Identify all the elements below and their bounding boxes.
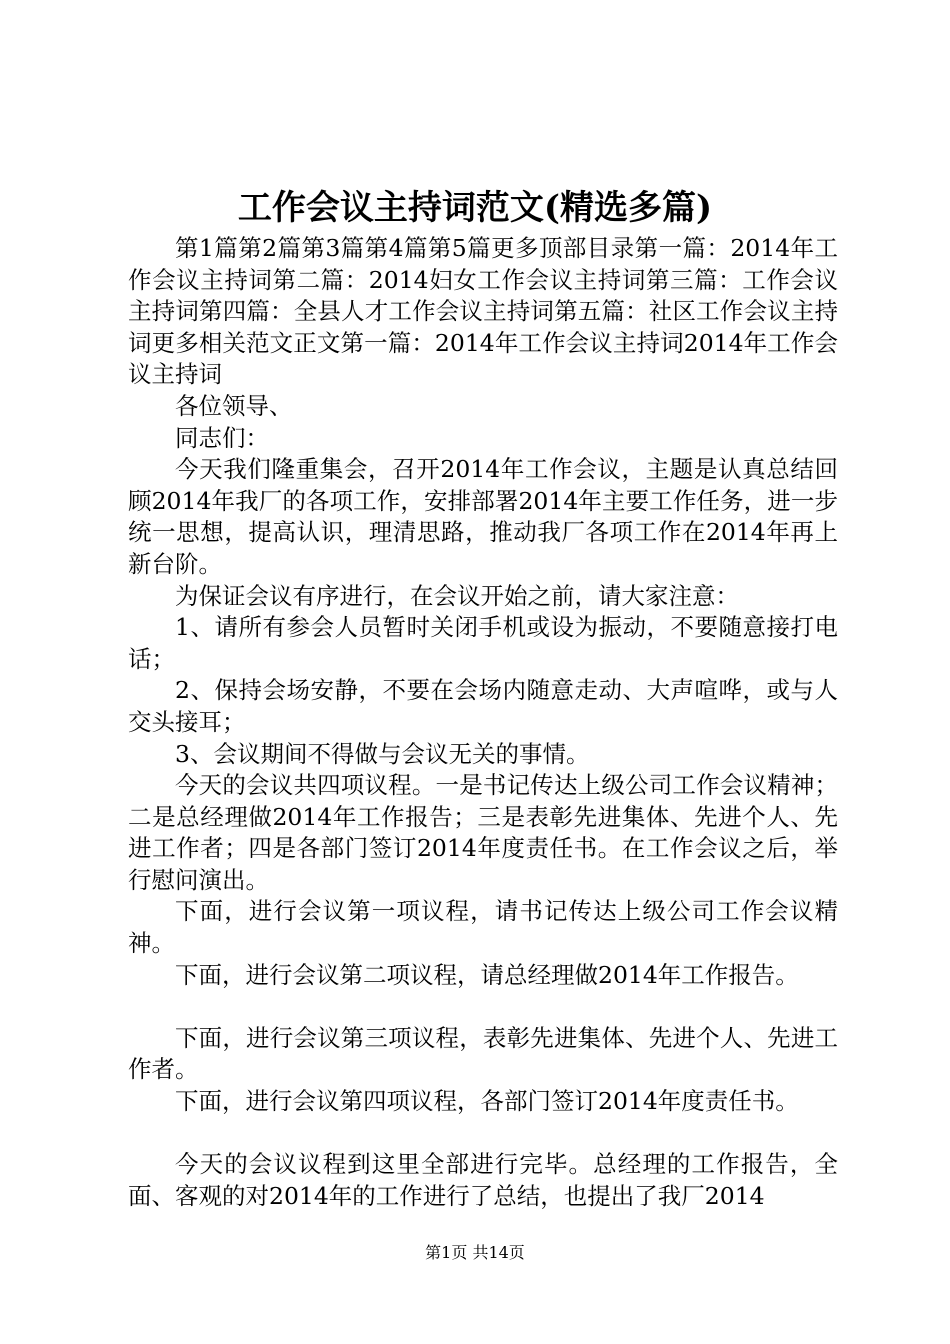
paragraph-item-3: 下面，进行会议第三项议程，表彰先进集体、先进个人、先进工作者。 (128, 1023, 838, 1084)
page-footer: 第1页 共14页 (425, 1243, 525, 1262)
paragraph-toc: 第1篇第2篇第3篇第4篇第5篇更多顶部目录第一篇：2014年工作会议主持词第二篇：2014妇女工作会议主持词第三篇：工作会议主持词第四篇：全县人才工作会议主持词第五篇：社区工作会议主持词更多相关范文正文第一篇：2014年工作会议主持词2014年工作会议主持词 (128, 234, 838, 389)
paragraph-item-1: 下面，进行会议第一项议程，请书记传达上级公司工作会议精神。 (128, 897, 838, 958)
paragraph-notice-intro: 为保证会议有序进行，在会议开始之前，请大家注意： (175, 581, 739, 610)
document-body (128, 233, 838, 1212)
paragraph-salutation-comrades: 同志们： (175, 423, 269, 452)
paragraph-opening: 今天我们隆重集会，召开2014年工作会议，主题是认真总结回顾2014年我厂的各项工作，安排部署2014年主要工作任务，进一步统一思想，提高认识，理清思路，推动我厂各项工作在2014年再上新台阶。 (128, 455, 838, 578)
paragraph-item-4: 下面，进行会议第四项议程，各部门签订2014年度责任书。 (175, 1087, 799, 1116)
paragraph-item-2: 下面，进行会议第二项议程，请总经理做2014年工作报告。 (175, 960, 799, 989)
paragraph-agenda: 今天的会议共四项议程。一是书记传达上级公司工作会议精神；二是总经理做2014年工作报告；三是表彰先进集体、先进个人、先进工作者；四是各部门签订2014年度责任书。在工作会议之后，举行慰问演出。 (128, 771, 838, 894)
paragraph-notice-3: 3、会议期间不得做与会议无关的事情。 (175, 739, 590, 768)
paragraph-notice-1: 1、请所有参会人员暂时关闭手机或设为振动，不要随意接打电话； (128, 613, 838, 673)
paragraph-notice-2: 2、保持会场安静，不要在会场内随意走动、大声喧哗，或与人交头接耳； (128, 676, 838, 736)
document-title: 工作会议主持词范文(精选多篇) (237, 188, 713, 228)
paragraph-closing: 今天的会议议程到这里全部进行完毕。总经理的工作报告，全面、客观的对2014年的工作进行了总结，也提出了我厂2014 (128, 1150, 838, 1210)
paragraph-salutation-leaders: 各位领导、 (175, 391, 293, 420)
